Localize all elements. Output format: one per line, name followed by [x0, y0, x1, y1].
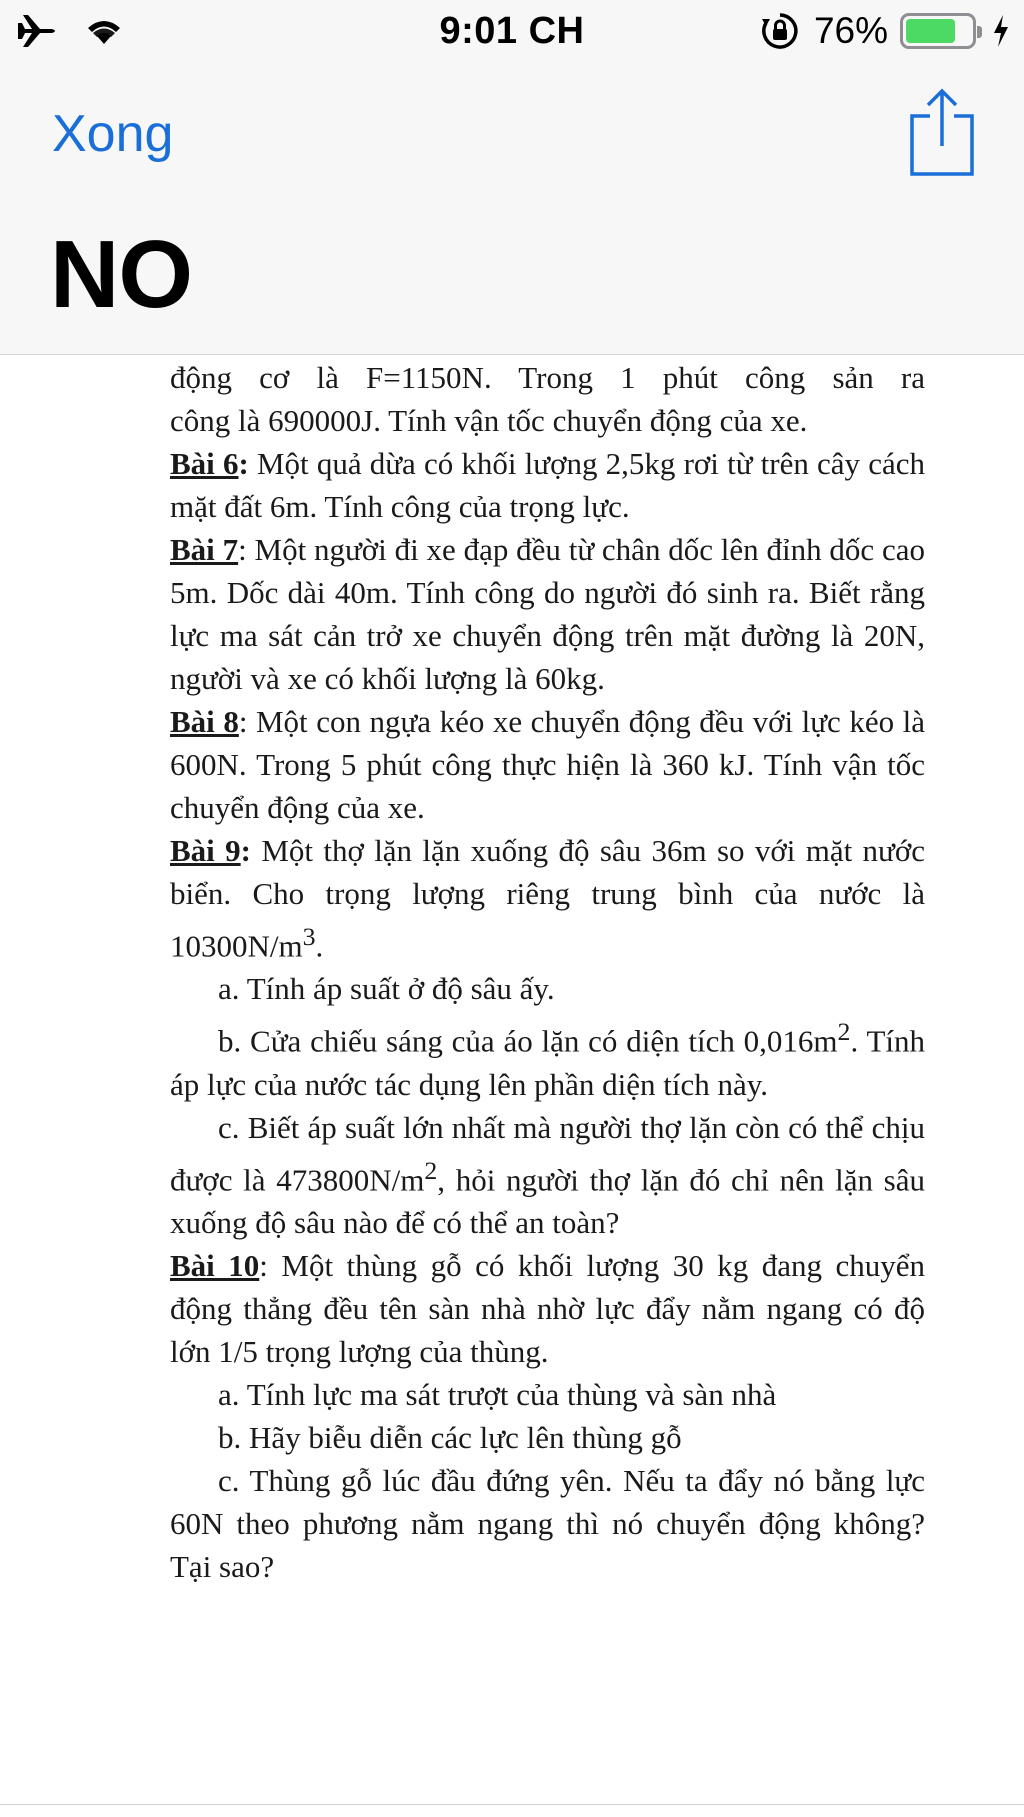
charging-bolt-icon [992, 14, 1010, 48]
status-right [760, 10, 1010, 52]
problem-9-part-b [170, 1010, 925, 1105]
problem-9-part-c-text-end: , hỏi người thợ lặn đó chỉ nên lặn sâu xuống độ sâu nào để có thể an toàn? [170, 1161, 925, 1240]
problem-9-part-c-exponent: 2 [424, 1155, 438, 1185]
problem-7-text: : Một người đi xe đạp đều từ chân dốc lên đỉnh dốc cao 5m. Dốc dài 40m. Tính công do người đó sinh ra. Biết rằng lực ma sát cản trở xe chuyển động trên mặt đường là 20N, người và xe có khối lượng là 60kg. [170, 532, 925, 696]
problem-7-label: Bài 7 [170, 532, 239, 567]
orientation-lock-icon [760, 11, 800, 51]
problem-6 [170, 442, 925, 528]
status-time: 9:01 CH [439, 10, 585, 52]
problem-9-part-b-text-end: . Tính áp lực của nước tác dụng lên phần diện tích này. [170, 1023, 925, 1102]
problem-10 [170, 1244, 925, 1373]
problem-9-colon: : [240, 833, 251, 868]
problem-10-part-b: b. Hãy biễu diễn các lực lên thùng gỗ [218, 1419, 682, 1455]
problem-9-text: Một thợ lặn lặn xuống độ sâu 36m so với mặt nước biển. Cho trọng lượng riêng trung bình của nước là 10300N/m [170, 833, 925, 964]
problem-9-part-b-text: b. Cửa chiếu sáng của áo lặn có diện tích 0,016m [218, 1023, 838, 1059]
problem-8 [170, 700, 925, 829]
problem-9-part-c [170, 1106, 925, 1244]
intro-line-2: công là 690000J. Tính vận tốc chuyển động của xe. [170, 403, 808, 438]
problem-6-label: Bài 6 [170, 446, 239, 481]
intro-line-1: động cơ là F=1150N. Trong 1 phút công sản ra [170, 360, 925, 395]
status-bar [0, 0, 1024, 62]
problem-9-part-a: a. Tính áp suất ở độ sâu ấy. [218, 971, 555, 1007]
problem-9-part-c-text: c. Biết áp suất lớn nhất mà người thợ lặn còn có thể chịu được là 473800N/m [170, 1109, 925, 1197]
share-button[interactable] [906, 88, 978, 180]
problem-6-text: Một quả dừa có khối lượng 2,5kg rơi từ trên cây cách mặt đất 6m. Tính công của trọng lực. [170, 446, 925, 524]
problem-9-exponent: 3 [302, 922, 316, 951]
battery-icon [900, 13, 976, 49]
problem-10-label: Bài 10 [170, 1247, 260, 1283]
problem-10-part-c: c. Thùng gỗ lúc đầu đứng yên. Nếu ta đẩy nó bằng lực 60N theo phương nằm ngang thì nó chuyển động không? Tại sao? [170, 1462, 925, 1584]
problem-8-label: Bài 8 [170, 704, 239, 739]
problem-6-colon: : [238, 446, 249, 481]
battery-percent: 76% [813, 10, 888, 51]
done-button[interactable]: Xong [52, 105, 174, 163]
bottom-divider [0, 1804, 1024, 1805]
document-title: NO [50, 221, 192, 328]
document-body [170, 356, 925, 1588]
document-viewer[interactable] [0, 356, 1024, 1811]
problem-10-text: : Một thùng gỗ có khối lượng 30 kg đang chuyển động thẳng đều tên sàn nhà nhờ lực đẩy nằm ngang có độ lớn 1/5 trọng lượng của thùng. [170, 1247, 925, 1369]
share-icon [906, 88, 978, 180]
battery-tip [977, 26, 982, 38]
problem-9-text-end: . [315, 928, 324, 964]
battery-fill [906, 19, 955, 43]
problem-10-part-a: a. Tính lực ma sát trượt của thùng và sàn nhà [218, 1376, 777, 1412]
problem-8-text: : Một con ngựa kéo xe chuyển động đều với lực kéo là 600N. Trong 5 phút công thực hiện là 360 kJ. Tính vận tốc chuyển động của xe. [170, 704, 925, 825]
navigation-bar [0, 62, 1024, 355]
problem-7 [170, 528, 925, 700]
problem-9-part-b-exponent: 2 [837, 1017, 851, 1047]
problem-9 [170, 829, 925, 967]
problem-9-label: Bài 9 [170, 833, 241, 868]
